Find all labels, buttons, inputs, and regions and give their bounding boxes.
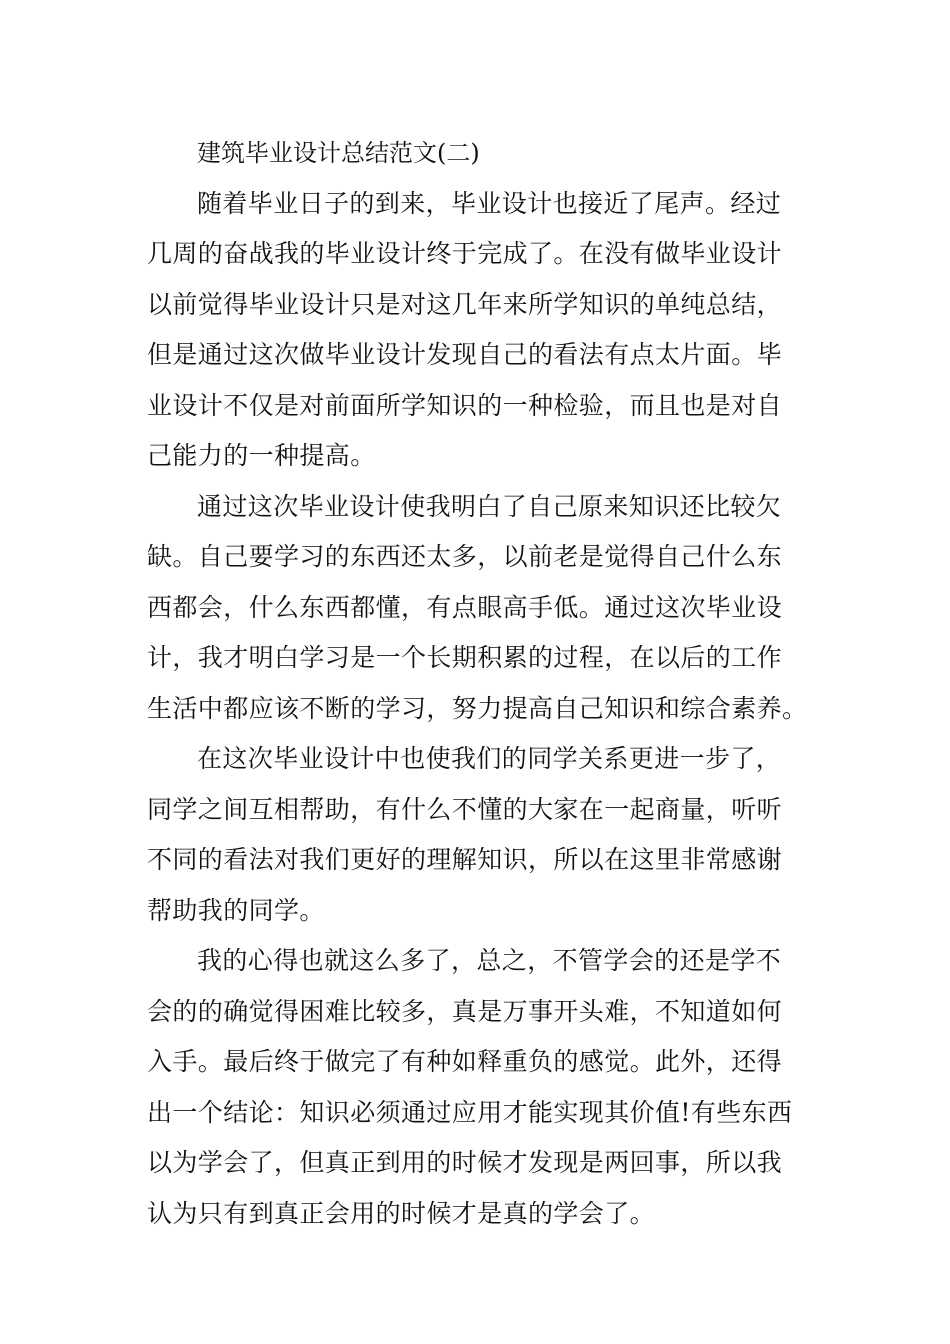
paragraph-line: 随着毕业日子的到来，毕业设计也接近了尾声。经过	[197, 188, 782, 218]
paragraph-line: 入手。最后终于做完了有种如释重负的感觉。此外，还得	[147, 1047, 783, 1076]
paragraph-line: 计，我才明白学习是一个长期积累的过程，在以后的工作	[147, 643, 783, 672]
paragraph-line: 以前觉得毕业设计只是对这几年来所学知识的单纯总结，	[147, 289, 783, 319]
paragraph-line: 以为学会了，但真正到用的时候才发现是两回事，所以我	[147, 1148, 783, 1177]
paragraph-line: 西都会，什么东西都懂，有点眼高手低。通过这次毕业设	[147, 592, 783, 622]
paragraph-line: 通过这次毕业设计使我明白了自己原来知识还比较欠	[197, 491, 782, 521]
paragraph-line: 出一个结论：知识必须通过应用才能实现其价值!有些东西	[147, 1097, 793, 1127]
paragraph-line: 不同的看法对我们更好的理解知识，所以在这里非常感谢	[147, 845, 783, 874]
paragraph-line: 会的的确觉得困难比较多，真是万事开头难，不知道如何	[147, 996, 783, 1026]
paragraph-line: 缺。自己要学习的东西还太多，以前老是觉得自己什么东	[147, 542, 783, 571]
paragraph-line: 生活中都应该不断的学习，努力提高自己知识和综合素养。	[147, 693, 808, 723]
paragraph-line: 几周的奋战我的毕业设计终于完成了。在没有做毕业设计	[147, 239, 783, 268]
paragraph-2	[147, 482, 807, 735]
paragraph-3	[147, 734, 807, 936]
paragraph-line: 但是通过这次做毕业设计发现自己的看法有点太片面。毕	[147, 340, 783, 369]
paragraph-line: 认为只有到真正会用的时候才是真的学会了。	[147, 1198, 656, 1228]
paragraph-line: 我的心得也就这么多了，总之，不管学会的还是学不	[197, 946, 782, 975]
paragraph-line: 业设计不仅是对前面所学知识的一种检验，而且也是对自	[147, 390, 783, 420]
document-title: 建筑毕业设计总结范文(二)	[197, 139, 480, 167]
document-body	[147, 128, 807, 1239]
paragraph-line: 己能力的一种提高。	[147, 441, 376, 470]
paragraph-line: 同学之间互相帮助，有什么不懂的大家在一起商量，听听	[147, 794, 783, 824]
paragraph-line: 在这次毕业设计中也使我们的同学关系更进一步了，	[197, 744, 782, 773]
paragraph-4	[147, 936, 807, 1239]
paragraph-line: 帮助我的同学。	[147, 895, 325, 925]
paragraph-1	[147, 179, 807, 482]
